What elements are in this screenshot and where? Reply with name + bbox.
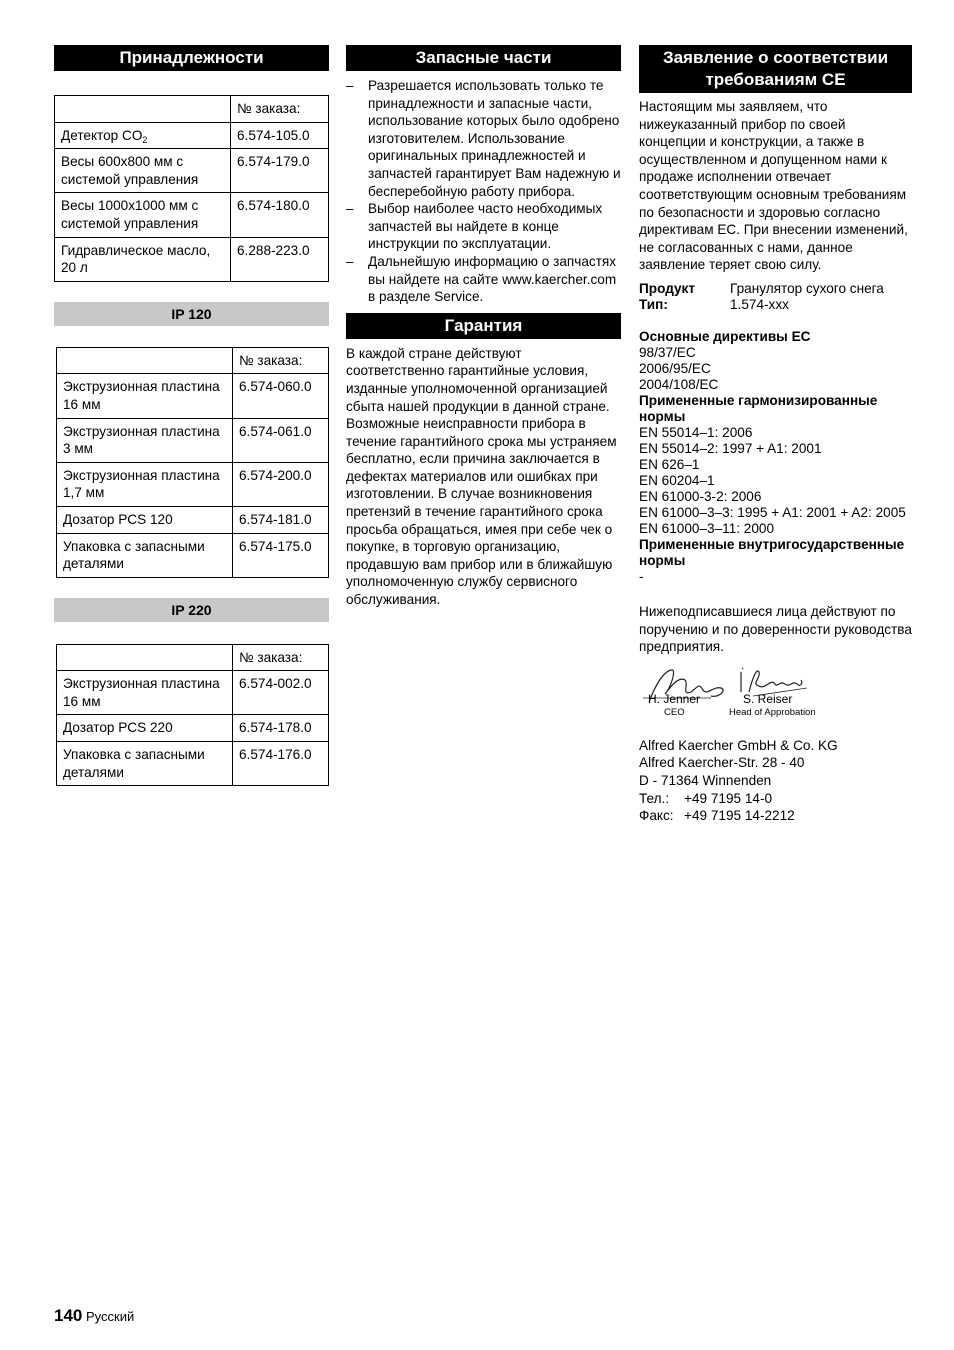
address-line: Alfred Kaercher GmbH & Co. KG bbox=[639, 737, 838, 753]
standard: EN 55014–2: 1997 + A1: 2001 bbox=[639, 440, 822, 456]
warranty-text: В каждой стране действуют соответственно гарантийные условия, изданные уполномоченной организацией сбыта нашей продукции в данной стране. Возможные неисправности прибора в течение гарантийного срока мы устраняем бесплатно, если причина заключается в дефектах материалов или ошибках при изготовлении. В случае возникновения претензий в течение гарантийного срока просьба обращаться, имея при себе чек о покупке, в торговую организацию, продавшую вам прибор или в ближайшую уполномоченную службу сервисного обслуживания. bbox=[346, 345, 617, 608]
item-code: 6.574-002.0 bbox=[233, 671, 329, 715]
signatory-2-role: Head of Approbation bbox=[729, 706, 816, 718]
item-name: Гидравлическое масло, 20 л bbox=[55, 237, 231, 281]
table-row bbox=[55, 149, 329, 193]
product-row bbox=[639, 281, 912, 297]
standard: EN 61000-3-2: 2006 bbox=[639, 488, 762, 504]
item-name: Детектор $CO_2$ bbox=[55, 122, 231, 149]
signatories-text: Нижеподписавшиеся лица действуют по поручению и по доверенности руководства предприятия. bbox=[639, 603, 912, 655]
table-row bbox=[57, 671, 329, 715]
product-value: Гранулятор сухого снега bbox=[730, 280, 884, 296]
signatory-2-name: S. Reiser bbox=[743, 691, 793, 706]
directive: 2006/95/EC bbox=[639, 360, 711, 376]
item-name: Экструзионная пластина 16 мм bbox=[57, 374, 233, 418]
item-code: 6.574-105.0 bbox=[231, 122, 329, 149]
item-name: Экструзионная пластина 3 мм bbox=[57, 418, 233, 462]
ip220-table bbox=[56, 644, 329, 787]
standard: EN 626–1 bbox=[639, 456, 700, 472]
spare-parts-column bbox=[346, 45, 621, 609]
ce-intro: Настоящим мы заявляем, что нижеуказанный прибор по своей концепции и конструкции, а также в осуществленном и допущенном нами к продаже исполнении отвечает соответствующим основным требованиям по безопасности и здоровью согласно директивам ЕС. При внесении изменений, не согласованных с нами, данное заявление теряет свою силу. bbox=[639, 99, 908, 273]
type-row bbox=[639, 297, 912, 313]
product-label: Продукт bbox=[639, 280, 696, 296]
address-line: Alfred Kaercher-Str. 28 - 40 bbox=[639, 755, 805, 771]
order-number-header: № заказа: bbox=[231, 96, 329, 123]
standards-block bbox=[639, 329, 912, 585]
ce-declaration-column bbox=[639, 45, 912, 825]
standard: EN 60204–1 bbox=[639, 472, 715, 488]
item-code: 6.574-175.0 bbox=[233, 533, 329, 577]
accessories-column bbox=[54, 45, 329, 786]
order-number-header: № заказа: bbox=[233, 347, 329, 374]
item-name: Экструзионная пластина 16 мм bbox=[57, 671, 233, 715]
table-row bbox=[55, 122, 329, 149]
item-name: Дозатор PCS 220 bbox=[57, 715, 233, 742]
page-footer bbox=[54, 1307, 134, 1326]
directives-title: Основные директивы ЕС bbox=[639, 328, 811, 344]
phone-value: +49 7195 14-0 bbox=[684, 790, 773, 806]
item-name: Весы 600x800 мм с системой управления bbox=[55, 149, 231, 193]
item-code: 6.574-181.0 bbox=[233, 506, 329, 533]
list-item: – Дальнейшую информацию о запчастях вы найдете на сайте www.kaercher.com в разделе Service. bbox=[346, 253, 617, 305]
type-label: Тип: bbox=[639, 296, 668, 312]
fax-label: Факс: bbox=[639, 808, 674, 824]
fax-value: +49 7195 14-2212 bbox=[684, 808, 795, 824]
table-row bbox=[55, 237, 329, 281]
table-row bbox=[57, 533, 329, 577]
signatures bbox=[639, 666, 912, 736]
page-number: 140 bbox=[54, 1306, 83, 1325]
list-item: – Выбор наиболее часто необходимых запчастей вы найдете в конце инструкции по эксплуатации. bbox=[346, 201, 603, 252]
fax-row bbox=[639, 807, 912, 825]
standard: EN 55014–1: 2006 bbox=[639, 424, 753, 440]
phone-row bbox=[639, 790, 912, 808]
standard: EN 61000–3–11: 2000 bbox=[639, 520, 775, 536]
item-name: Упаковка с запасными деталями bbox=[57, 742, 233, 786]
accessories-table bbox=[54, 95, 329, 282]
national-value: - bbox=[639, 568, 644, 584]
item-code: 6.574-178.0 bbox=[233, 715, 329, 742]
page-language: Русский bbox=[86, 1309, 135, 1324]
table-row bbox=[57, 418, 329, 462]
item-code: 6.574-061.0 bbox=[233, 418, 329, 462]
warranty-title: Гарантия bbox=[346, 313, 621, 339]
table-row bbox=[57, 715, 329, 742]
signatory-1-name: H. Jenner bbox=[648, 691, 701, 706]
signatory-1-role: CEO bbox=[664, 706, 685, 718]
item-name: Упаковка с запасными деталями bbox=[57, 533, 233, 577]
item-name: Весы 1000x1000 мм с системой управления bbox=[55, 193, 231, 237]
table-row bbox=[55, 193, 329, 237]
item-code: 6.574-180.0 bbox=[231, 193, 329, 237]
harmonized-title: Примененные гармонизированные нормы bbox=[639, 392, 878, 424]
spare-parts-list bbox=[346, 77, 621, 306]
ip120-table bbox=[56, 347, 329, 578]
item-name: Экструзионная пластина 1,7 мм bbox=[57, 462, 233, 506]
ip220-title: IP 220 bbox=[54, 598, 329, 622]
order-number-header: № заказа: bbox=[233, 644, 329, 671]
table-row bbox=[57, 506, 329, 533]
ce-declaration-title: Заявление о соответствии требованиям CE bbox=[639, 45, 912, 93]
table-row bbox=[57, 374, 329, 418]
item-name: Дозатор PCS 120 bbox=[57, 506, 233, 533]
phone-label: Тел.: bbox=[639, 790, 670, 806]
item-code: 6.574-060.0 bbox=[233, 374, 329, 418]
table-row bbox=[57, 742, 329, 786]
item-code: 6.574-176.0 bbox=[233, 742, 329, 786]
list-item: – Разрешается использовать только те принадлежности и запасные части, использование которых было одобрено изготовителем. Использование оригинальных принадлежностей и запчастей гарантирует Вам надежную и бесперебойную работу прибора. bbox=[346, 78, 621, 199]
item-code: 6.288-223.0 bbox=[231, 237, 329, 281]
address-line: D - 71364 Winnenden bbox=[639, 772, 772, 788]
item-code: 6.574-200.0 bbox=[233, 462, 329, 506]
spare-parts-title: Запасные части bbox=[346, 45, 621, 71]
item-code: 6.574-179.0 bbox=[231, 149, 329, 193]
ip120-title: IP 120 bbox=[54, 302, 329, 326]
directive: 2004/108/EC bbox=[639, 376, 719, 392]
address-block bbox=[639, 737, 912, 825]
standard: EN 61000–3–3: 1995 + A1: 2001 + A2: 2005 bbox=[639, 504, 906, 520]
directive: 98/37/EC bbox=[639, 344, 696, 360]
table-row bbox=[57, 462, 329, 506]
type-value: 1.574-xxx bbox=[730, 296, 789, 312]
national-title: Примененные внутригосударственные нормы bbox=[639, 536, 905, 568]
accessories-title: Принадлежности bbox=[54, 45, 329, 71]
